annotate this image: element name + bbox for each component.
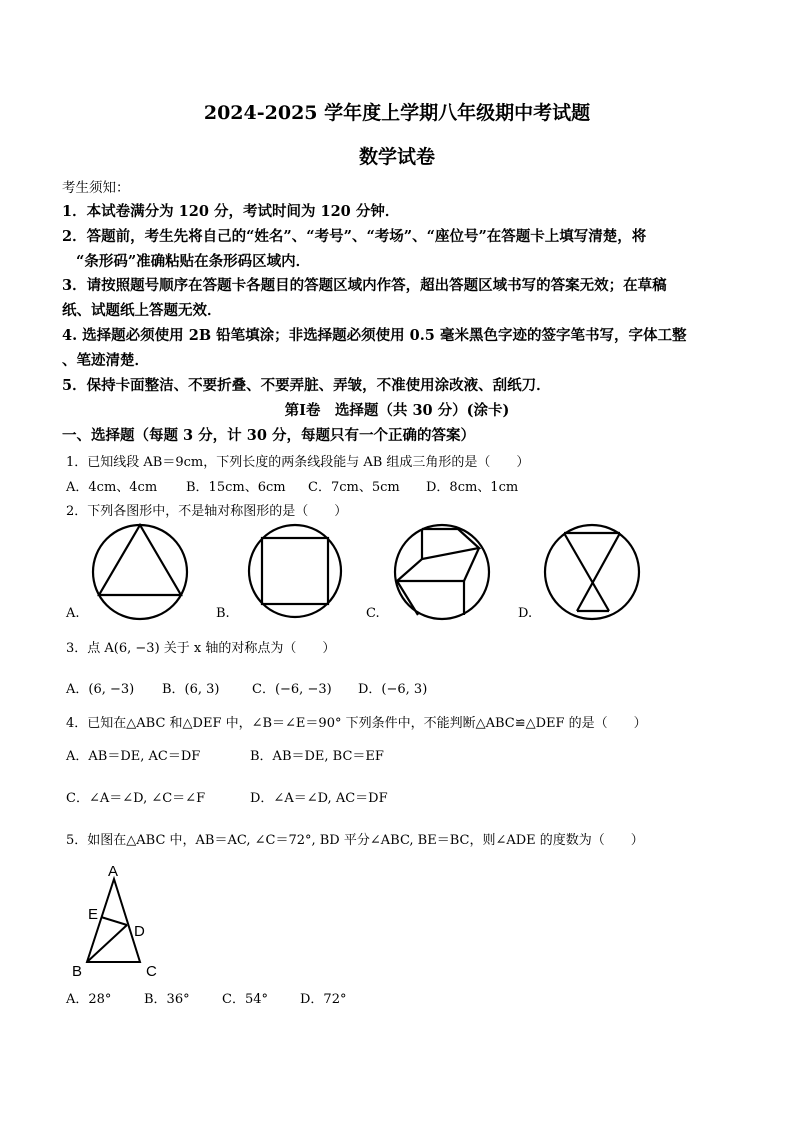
q5-stem: 5．如图在△ABC 中，AB＝AC, ∠C＝72°, BD 平分∠ABC, BE＝BC，则∠ADE 的度数为（ ） — [66, 833, 644, 848]
q2-figure-d — [540, 520, 644, 624]
section-title: 第Ⅰ卷 选择题（共 30 分）(涂卡) — [284, 402, 510, 419]
page-title: 2024-2025 学年度上学期八年级期中考试题 — [203, 102, 591, 124]
notice-line-7: 、笔迹清楚． — [62, 352, 149, 369]
page-subtitle: 数学试卷 — [358, 146, 435, 168]
q3-option-b: B．(6, 3) — [162, 682, 220, 697]
q5-option-b: B．36° — [144, 992, 190, 1007]
q2-option-c: C. — [366, 606, 380, 621]
q3-stem: 3．点 A(6, −3) 关于 x 轴的对称点为（ ） — [66, 641, 336, 656]
q2-stem: 2．下列各图形中，不是轴对称图形的是（ ） — [66, 504, 348, 519]
q4-option-a: A．AB＝DE, AC＝DF — [66, 749, 201, 764]
q5-option-a: A．28° — [66, 992, 112, 1007]
part-title: 一、选择题（每题 3 分，计 30 分，每题只有一个正确的答案） — [62, 427, 475, 444]
q3-option-a: A．(6, −3) — [66, 682, 135, 697]
q5-option-c: C．54° — [222, 992, 268, 1007]
q2-figure-a — [88, 520, 192, 624]
notice-line-6: 4. 选择题必须使用 2B 铅笔填涂；非选择题必须使用 0.5 毫米黑色字迹的签字笔书写，字体工整 — [62, 327, 687, 344]
q4-option-d: D．∠A＝∠D, AC＝DF — [250, 791, 388, 806]
notice-line-1: 1．本试卷满分为 120 分，考试时间为 120 分钟． — [62, 203, 400, 220]
q5-label-b: B — [72, 963, 83, 980]
q1-option-c: C．7cm、5cm — [308, 480, 400, 495]
q1-option-a: A．4cm、4cm — [66, 480, 158, 495]
q5-label-e: E — [88, 906, 99, 923]
q2-option-a: A. — [66, 606, 80, 621]
q5-label-d: D — [134, 923, 145, 940]
q2-figure-b — [245, 521, 345, 621]
q5-label-c: C — [146, 963, 157, 980]
notice-heading: 考生须知： — [62, 180, 130, 196]
notice-line-5: 纸、试题纸上答题无效． — [62, 302, 222, 319]
q4-option-b: B．AB＝DE, BC＝EF — [250, 749, 384, 764]
q2-option-b: B. — [216, 606, 230, 621]
q5-option-d: D．72° — [300, 992, 347, 1007]
q5-figure — [70, 862, 170, 982]
q3-option-c: C．(−6, −3) — [252, 682, 332, 697]
q1-option-b: B．15cm、6cm — [186, 480, 286, 495]
notice-line-2: 2．答题前，考生先将自己的“姓名”、“考号”、“考场”、“座位号”在答题卡上填写清楚，将 — [62, 228, 647, 245]
q2-option-d: D. — [518, 606, 533, 621]
q1-option-d: D．8cm、1cm — [426, 480, 519, 495]
q5-label-a: A — [108, 863, 119, 880]
q4-option-c: C．∠A＝∠D, ∠C＝∠F — [66, 791, 206, 806]
notice-line-8: 5．保持卡面整洁、不要折叠、不要弄脏、弄皱，不准使用涂改液、刮纸刀． — [62, 377, 551, 394]
notice-line-4: 3．请按照题号顺序在答题卡各题目的答题区域内作答，超出答题区域书写的答案无效；在草稿 — [62, 277, 667, 294]
q2-figure-c — [390, 520, 494, 624]
q1-stem: 1．已知线段 AB＝9cm，下列长度的两条线段能与 AB 组成三角形的是（ ） — [66, 455, 530, 470]
q3-option-d: D．(−6, 3) — [358, 682, 428, 697]
notice-line-3: “条形码”准确粘贴在条形码区域内． — [76, 253, 311, 270]
q4-stem: 4．已知在△ABC 和△DEF 中，∠B＝∠E＝90° 下列条件中，不能判断△ABC≌△DEF 的是（ ） — [66, 716, 647, 731]
